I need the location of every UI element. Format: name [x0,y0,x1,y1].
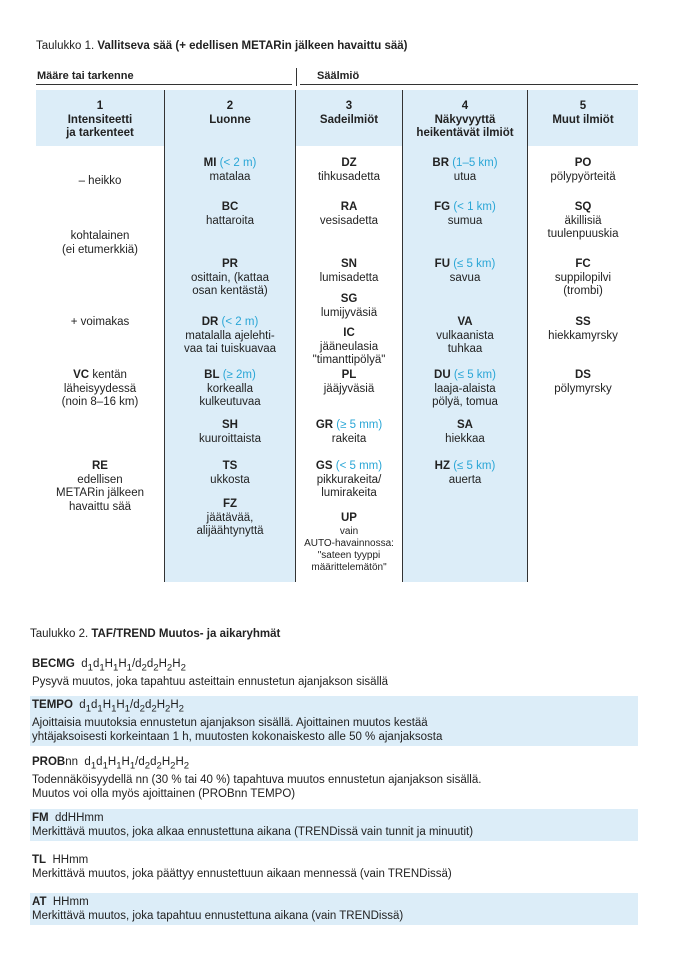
col2-item [165,498,295,539]
t2-format: $d_1d_1H_1H_1/d_2d_2H_2H_2$ [79,699,184,715]
col1-vc-text3: (noin 8–16 km) [61,396,139,408]
desc: jääjyväsiä [323,382,375,395]
desc: AUTO-havainnossa: [304,537,394,549]
t2-desc: Muutos voi olla myös ajoittainen (PROBnn TEMPO) [32,788,296,801]
note: (≤ 5 km) [453,460,496,472]
t2-row-becmg [30,655,638,691]
t2-desc: Pysyvä muutos, joka tapahtuu asteittain ennustetun ajanjakson sisällä [32,676,389,689]
col2-item [165,201,295,228]
desc: vulkaanista [436,329,494,342]
t2-desc: yhtäjaksoisesti korkeintaan 1 h, muutosten kokonaiskesto alle 50 % ajanjaksosta [32,731,443,744]
col5-num: 5 [579,100,587,112]
desc: vaa tai tuiskuavaa [183,343,277,355]
col2-item [165,369,295,410]
code: TS [222,460,238,472]
group-line-right [300,84,638,85]
col1-kohtalainen-line1: kohtalainen [70,230,130,242]
code: RA [340,201,358,213]
col5-item [528,258,638,299]
t2-desc: Merkittävä muutos, joka päättyy ennustettuun aikaan mennessä (vain TRENDissä) [32,868,452,880]
desc: osittain, (kattaa [191,271,269,284]
col2-item [165,258,295,299]
code: PO [574,157,592,169]
code: DU [434,369,451,381]
desc: suppilopilvi [554,271,612,284]
code: SA [457,419,473,431]
col4-item [403,157,527,184]
col4-num: 4 [461,100,469,112]
col1-re-code: RE [92,460,108,472]
col2-num: 2 [226,100,234,112]
col2-item [165,316,295,357]
note: (< 2 m) [221,316,259,328]
desc: hiekkaa [445,432,485,445]
col4-item [403,201,527,228]
col1-voimakas: + voimakas [70,316,130,328]
col4-head-line1: Näkyvyyttä [434,113,496,126]
table2-title-bold: TAF/TREND Muutos- ja aikaryhmät [91,628,281,640]
note: (≥ 5 mm) [336,419,383,431]
col3-item [296,201,402,228]
t2-row-tempo [30,696,638,746]
desc: "sateen tyyppi [317,549,381,561]
col1-re [36,460,164,514]
desc: sumua [447,214,483,227]
t2-code: BECMG [32,658,75,670]
t2-desc: Merkittävä muutos, joka tapahtuu ennustettuna aikana (vain TRENDissä) [32,910,404,922]
col1-re-text2: METARin jälkeen [56,487,144,499]
code: DZ [341,157,357,169]
desc: kuuroittaista [198,432,261,445]
col4-item [403,460,527,487]
code: SG [340,293,358,305]
code: BL [204,369,220,381]
col1-heikko: – heikko [78,175,122,187]
code: IC [343,327,355,339]
note: (< 1 km) [453,201,496,213]
code: SN [341,258,357,270]
col3-item [296,419,402,446]
desc: lumirakeita [321,487,377,499]
code: SH [222,419,238,431]
desc: pikkurakeita/ [316,473,382,486]
col3-item [296,293,402,320]
group-separator [296,68,297,86]
col1-re-text3: havaittu sää [68,500,131,513]
t2-format: $d_1d_1H_1H_1/d_2d_2H_2H_2$ [81,658,186,674]
col1-re-text1: edellisen [77,473,123,486]
desc: hiekkamyrsky [548,329,618,342]
desc: ukkosta [210,473,250,486]
code: DS [575,369,591,381]
column-1-header [36,90,164,146]
t2-desc: Ajoittaisia muutoksia ennustetun ajanjakson sisällä. Ajoittainen muutos kestää [32,717,428,730]
code: PR [222,258,238,270]
desc: alijäähtynyttä [196,525,264,537]
col5-item [528,316,638,343]
col2-item [165,419,295,446]
column-4-header [403,90,527,146]
code: SS [575,316,591,328]
table1-title-bold: Vallitseva sää (+ edellisen METARin jälkeen havaittu sää) [97,40,408,52]
col5-item [528,157,638,184]
col4-head-line2: heikentävät ilmiöt [416,127,514,139]
group-line-left [36,84,292,85]
t2-format: ddHHmm [55,812,104,824]
desc: vain [339,525,359,537]
desc: auerta [448,473,482,486]
table2-title [30,628,280,640]
code: PL [341,369,357,381]
t2-row-fm [30,809,638,841]
desc: tuulenpuuskia [547,228,619,240]
desc: jääneulasia [319,340,379,353]
col1-num: 1 [96,100,104,112]
col4-item [403,419,527,446]
code: FC [575,258,591,270]
t2-desc: Merkittävä muutos, joka alkaa ennustettuna aikana (TRENDissä vain tunnit ja minuutit) [32,826,474,838]
col1-head-line1: Intensiteetti [67,113,133,126]
col4-item [403,369,527,410]
col1-head-line2: ja tarkenteet [66,127,134,139]
col3-item [296,369,402,396]
code: MI [203,157,217,169]
code: UP [341,512,357,524]
col3-item [296,157,402,184]
note: (1–5 km) [452,157,498,169]
note: (≤ 5 km) [453,258,496,270]
col1-vc-code: VC [73,369,90,381]
column-2-header [165,90,295,146]
t2-row-prob [30,753,638,803]
col3-item [296,460,402,501]
desc: vesisadetta [319,214,379,227]
col3-num: 3 [345,100,353,112]
col2-head-line1: Luonne [209,113,251,126]
desc: osan kentästä) [192,285,268,297]
desc: kulkeutuvaa [199,396,261,408]
desc: utua [453,170,477,183]
col4-item [403,258,527,285]
desc: laaja-alaista [434,382,496,395]
desc: jäätävää, [206,511,254,524]
t2-code-suffix: nn [65,756,79,768]
code: SQ [574,201,592,213]
col3-item [296,512,402,574]
col1-kohtalainen [36,230,164,257]
note: (≥ 2m) [222,369,256,381]
t2-row-at [30,893,638,925]
code: BC [221,201,239,213]
col5-item [528,369,638,396]
col2-item [165,157,295,184]
desc: tihkusadetta [317,170,380,183]
col1-vc-text2: läheisyydessä [63,382,137,395]
col5-head-line1: Muut ilmiöt [552,113,614,126]
t2-format: HHmm [52,896,89,908]
desc: pölyä, tomua [432,396,498,408]
desc: lumisadetta [319,271,379,284]
code: BR [432,157,450,169]
col5-item [528,201,638,242]
desc: (trombi) [563,285,603,297]
desc: savua [449,271,481,284]
code: FZ [222,498,238,510]
col3-item [296,258,402,285]
desc: rakeita [331,432,367,445]
col1-vc-text1: kentän [92,369,127,381]
col3-item [296,327,402,368]
col3-head-line1: Sadeilmiöt [319,113,379,126]
code: FG [434,201,451,213]
desc: hattaroita [206,214,254,227]
t2-code: TL [32,854,47,866]
t2-desc: Todennäköisyydellä nn (30 % tai 40 %) tapahtuva muutos ennustetun ajanjakson sisällä. [32,774,482,787]
column-3-header [296,90,402,146]
group-label-phenomena: Säälmiö [317,70,360,82]
t2-code: TEMPO [32,699,73,711]
code: VA [457,316,473,328]
note: (≤ 5 km) [453,369,496,381]
code: DR [201,316,219,328]
t2-code: PROB [32,756,66,768]
column-5-header [528,90,638,146]
desc: lumijyväsiä [320,306,378,319]
col1-vc [36,369,164,410]
desc: äkillisiä [564,214,602,227]
code: GR [315,419,334,431]
desc: korkealla [206,382,254,395]
t2-format: $d_1d_1H_1H_1/d_2d_2H_2H_2$ [84,756,190,772]
desc: pölymyrsky [554,382,612,395]
col4-item [403,316,527,357]
code: FU [434,258,451,270]
desc: tuhkaa [447,343,483,355]
note: (< 5 mm) [335,460,383,472]
col2-item [165,460,295,487]
table2-title-prefix: Taulukko 2. [30,628,89,640]
desc: määrittelemätön" [311,561,387,573]
desc: matalaa [209,170,251,183]
table1-title [36,40,408,52]
t2-code: FM [32,812,49,824]
col1-kohtalainen-line2: (ei etumerkkiä) [61,243,139,256]
desc: pölypyörteitä [550,170,616,183]
desc: matalalla ajelehti- [185,329,275,342]
code: HZ [434,460,451,472]
t2-format: HHmm [52,854,89,866]
t2-row-tl [30,851,638,883]
code: GS [315,460,333,472]
t2-code: AT [32,896,47,908]
group-label-modifier: Määre tai tarkenne [37,70,134,82]
note: (< 2 m) [219,157,257,169]
table1-title-prefix: Taulukko 1. [36,40,95,52]
desc: "timanttipölyä" [312,354,386,366]
